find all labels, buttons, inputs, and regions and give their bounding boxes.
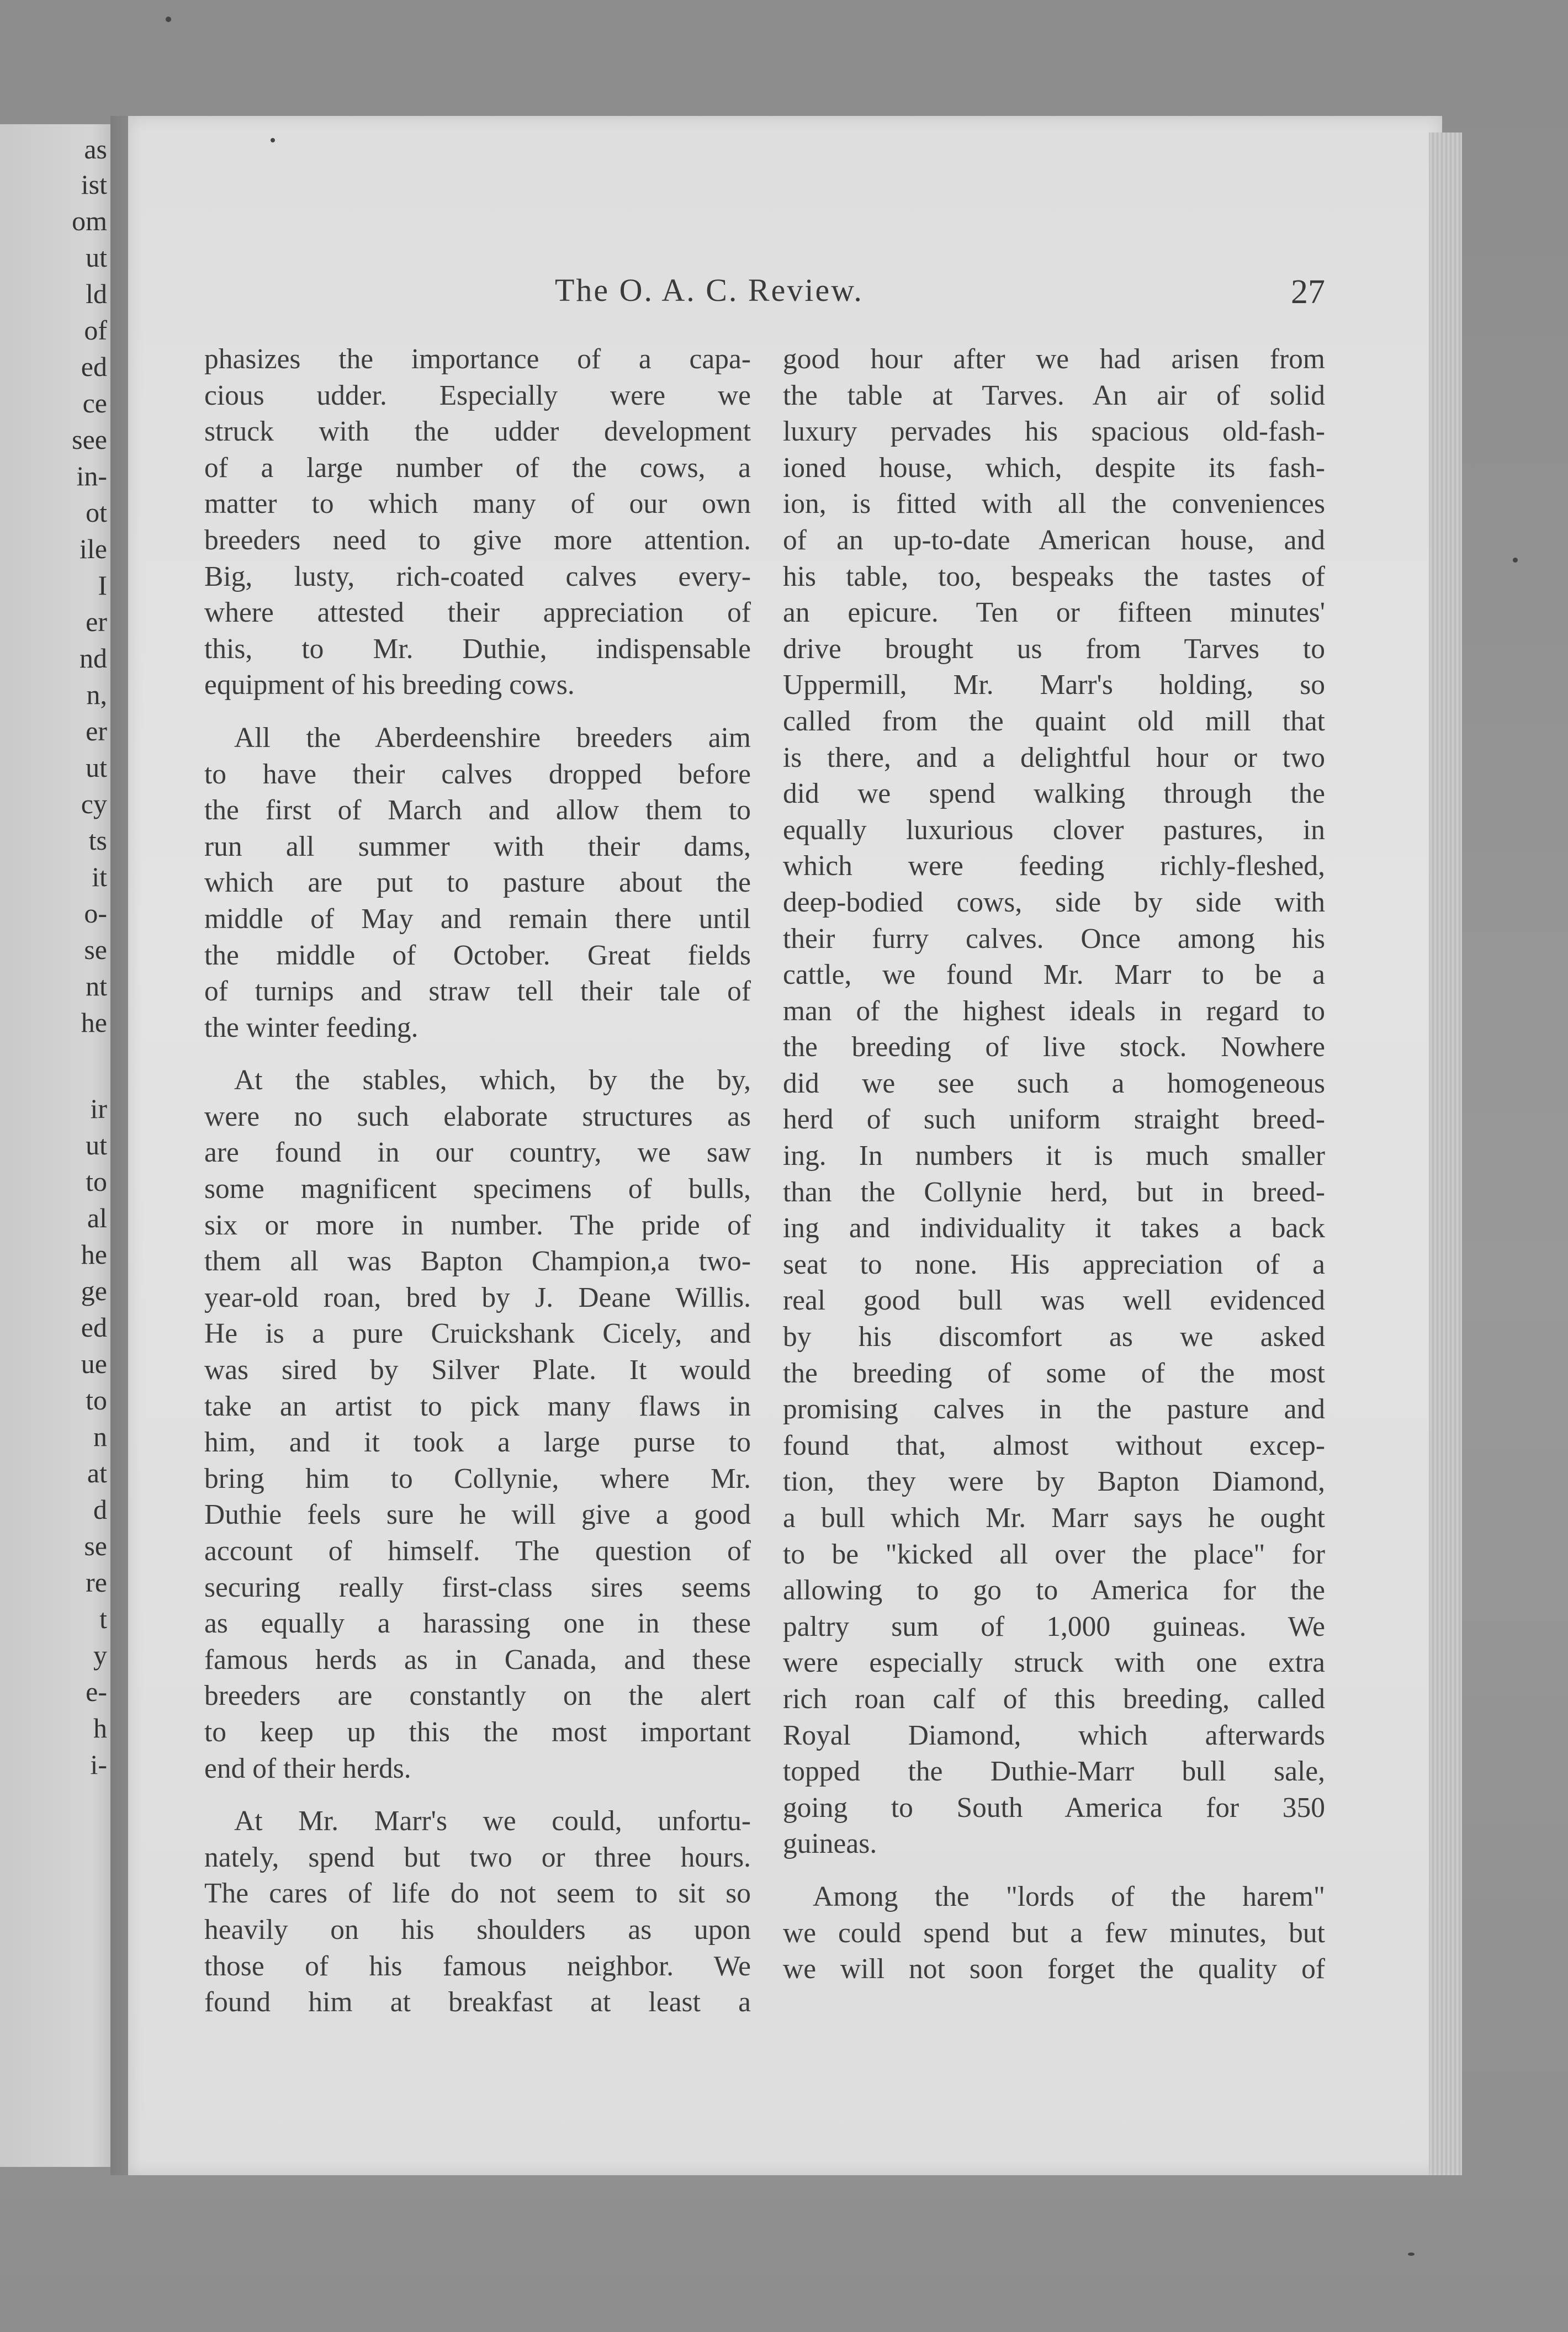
left-text-column — [204, 341, 751, 2021]
text-line: Uppermill, Mr. Marr's holding, so — [783, 669, 1325, 701]
text-line: nately, spend but two or three hours. — [204, 1841, 751, 1873]
dust-speck — [1513, 558, 1518, 563]
text-line: going to South America for 350 — [783, 1792, 1325, 1824]
left-page-text-fragment: nd — [80, 643, 107, 674]
text-line: called from the quaint old mill that — [783, 705, 1325, 737]
paragraph — [783, 1879, 1325, 1988]
text-line: At Mr. Marr's we could, unfortu- — [234, 1805, 751, 1837]
text-line: guineas. — [783, 1828, 877, 1860]
dust-speck — [166, 17, 171, 22]
text-line: by his discomfort as we asked — [783, 1321, 1325, 1353]
text-line: a bull which Mr. Marr says he ought — [783, 1502, 1325, 1534]
paragraph — [204, 720, 751, 1046]
left-page-text-fragment: se — [84, 934, 107, 965]
left-page-text-fragment: ed — [81, 351, 107, 382]
text-line: of turnips and straw tell their tale of — [204, 976, 751, 1008]
left-page-text-fragment: er — [86, 716, 107, 746]
text-line: tion, they were by Bapton Diamond, — [783, 1466, 1325, 1498]
text-line: to have their calves dropped before — [204, 758, 751, 790]
text-line: the winter feeding. — [204, 1011, 419, 1043]
text-line: breeders are constantly on the alert — [204, 1680, 751, 1712]
left-page-text-fragment: ile — [80, 533, 107, 564]
text-line: which are put to pasture about the — [204, 867, 751, 899]
left-page-text-fragment: as — [84, 134, 107, 165]
left-page-text-fragment: n — [93, 1421, 107, 1452]
left-page-text-fragment: at — [87, 1458, 107, 1488]
text-line: middle of May and remain there until — [204, 903, 751, 935]
text-line: run all summer with their dams, — [204, 830, 751, 862]
left-page-text-fragment: ut — [86, 752, 107, 783]
text-line: ion, is fitted with all the conveniences — [783, 488, 1325, 520]
text-line: The cares of life do not seem to sit so — [204, 1878, 751, 1910]
text-line: paltry sum of 1,000 guineas. We — [783, 1610, 1325, 1642]
text-line: found him at breakfast at least a — [204, 1986, 751, 2018]
left-page-text-fragment: he — [81, 1239, 107, 1270]
text-line: cious udder. Especially were we — [204, 379, 751, 411]
text-line: the table at Tarves. An air of solid — [783, 379, 1325, 411]
text-line: He is a pure Cruickshank Cicely, and — [204, 1318, 751, 1350]
left-page-text-fragment: ld — [86, 278, 107, 309]
adjacent-left-page — [0, 124, 115, 2167]
left-page-text-fragment: i- — [90, 1749, 107, 1780]
text-line: struck with the udder development — [204, 416, 751, 448]
left-page-text-fragment: e- — [86, 1676, 107, 1707]
left-page-text-fragment: n, — [86, 679, 107, 710]
left-page-text-fragment: ir — [90, 1093, 107, 1124]
text-line: than the Collynie herd, but in breed- — [783, 1176, 1325, 1208]
left-page-text-fragment: ce — [82, 388, 107, 418]
text-line: to keep up this the most important — [204, 1716, 751, 1748]
text-line: six or more in number. The pride of — [204, 1209, 751, 1241]
text-line: real good bull was well evidenced — [783, 1285, 1325, 1317]
text-line: did we see such a homogeneous — [783, 1067, 1325, 1099]
left-page-text-fragment: ge — [81, 1275, 107, 1306]
text-line: an epicure. Ten or fifteen minutes' — [783, 597, 1325, 629]
text-line: promising calves in the pasture and — [783, 1393, 1325, 1425]
text-line: end of their herds. — [204, 1752, 411, 1784]
left-page-text-fragment: ed — [81, 1312, 107, 1343]
left-page-text-fragment: ut — [86, 242, 107, 273]
left-page-text-fragment: t — [99, 1603, 107, 1634]
text-line: luxury pervades his spacious old-fash- — [783, 416, 1325, 448]
text-line: allowing to go to America for the — [783, 1575, 1325, 1607]
text-line: ing. In numbers it is much smaller — [783, 1140, 1325, 1172]
text-line: rich roan calf of this breeding, called — [783, 1683, 1325, 1715]
left-page-text-fragment: of — [84, 315, 107, 346]
paragraph — [204, 341, 751, 703]
text-line: which were feeding richly-fleshed, — [783, 850, 1325, 882]
left-page-text-fragment: ot — [86, 497, 107, 528]
text-line: equipment of his breeding cows. — [204, 669, 575, 701]
text-line: Duthie feels sure he will give a good — [204, 1499, 751, 1531]
dust-speck — [271, 138, 275, 142]
left-page-text-fragment: to — [86, 1385, 107, 1416]
left-page-text-fragment: see — [72, 424, 107, 455]
text-line: Among the "lords of the harem" — [813, 1880, 1325, 1912]
left-page-text-fragment: he — [81, 1007, 107, 1038]
text-line: man of the highest ideals in regard to — [783, 995, 1325, 1027]
text-line: those of his famous neighbor. We — [204, 1950, 751, 1982]
text-line: were no such elaborate structures as — [204, 1100, 751, 1132]
left-page-text-fragment: ut — [86, 1130, 107, 1160]
page-edge — [1429, 132, 1462, 2175]
text-line: of a large number of the cows, a — [204, 452, 751, 484]
text-line: account of himself. The question of — [204, 1535, 751, 1567]
text-line: is there, and a delightful hour or two — [783, 741, 1325, 773]
text-line: matter to which many of our own — [204, 488, 751, 520]
left-page-text-fragment: om — [72, 205, 107, 236]
text-line: ioned house, which, despite its fash- — [783, 452, 1325, 484]
left-page-text-fragment: ts — [88, 825, 107, 856]
left-page-text-fragment: in- — [76, 460, 107, 491]
text-line: famous herds as in Canada, and these — [204, 1644, 751, 1676]
text-line: was sired by Silver Plate. It would — [204, 1354, 751, 1386]
text-line: Royal Diamond, which afterwards — [783, 1719, 1325, 1751]
text-line: where attested their appreciation of — [204, 597, 751, 629]
left-page-text-fragment: nt — [86, 971, 107, 1001]
left-page-text-fragment: I — [98, 570, 107, 601]
text-line: cattle, we found Mr. Marr to be a — [783, 959, 1325, 991]
text-line: the breeding of live stock. Nowhere — [783, 1031, 1325, 1063]
left-page-text-fragment: ue — [81, 1348, 107, 1379]
text-line: some magnificent specimens of bulls, — [204, 1173, 751, 1205]
text-line: good hour after we had arisen from — [783, 343, 1325, 375]
text-line: take an artist to pick many flaws in — [204, 1390, 751, 1422]
text-line: seat to none. His appreciation of a — [783, 1248, 1325, 1280]
text-line: them all was Bapton Champion,a two- — [204, 1246, 751, 1278]
running-head: The O. A. C. Review. — [555, 272, 864, 308]
text-line: we will not soon forget the quality of — [783, 1953, 1325, 1985]
text-line: found that, almost without excep- — [783, 1429, 1325, 1461]
left-page-text-fragment: er — [86, 606, 107, 637]
paragraph — [783, 341, 1325, 1862]
text-line: At the stables, which, by the by, — [234, 1064, 751, 1096]
text-line: the middle of October. Great fields — [204, 939, 751, 971]
text-line: topped the Duthie-Marr bull sale, — [783, 1756, 1325, 1788]
text-line: their furry calves. Once among his — [783, 923, 1325, 955]
text-line: the first of March and allow them to — [204, 794, 751, 826]
text-line: did we spend walking through the — [783, 778, 1325, 810]
text-line: deep-bodied cows, side by side with — [783, 886, 1325, 918]
text-line: this, to Mr. Duthie, indispensable — [204, 633, 751, 665]
text-line: we could spend but a few minutes, but — [783, 1917, 1325, 1949]
text-line: All the Aberdeenshire breeders aim — [234, 722, 751, 754]
text-line: as equally a harassing one in these — [204, 1608, 751, 1640]
left-page-text-fragment: y — [93, 1640, 107, 1671]
text-line: heavily on his shoulders as upon — [204, 1914, 751, 1946]
right-text-column — [783, 341, 1325, 1988]
text-line: equally luxurious clover pastures, in — [783, 814, 1325, 846]
left-page-text-fragment: re — [86, 1567, 107, 1598]
text-line: him, and it took a large purse to — [204, 1427, 751, 1459]
text-line: ing and individuality it takes a back — [783, 1212, 1325, 1244]
left-page-text-fragment: al — [87, 1202, 107, 1233]
text-line: year-old roan, bred by J. Deane Willis. — [204, 1281, 751, 1313]
left-page-text-fragment: ist — [81, 169, 107, 200]
left-page-text-fragment: to — [86, 1166, 107, 1197]
text-line: the breeding of some of the most — [783, 1357, 1325, 1389]
text-line: are found in our country, we saw — [204, 1137, 751, 1169]
page-number: 27 — [1291, 273, 1325, 311]
dust-speck — [1408, 2252, 1415, 2256]
paragraph — [204, 1062, 751, 1787]
left-page-text-fragment: h — [93, 1713, 107, 1743]
left-page-text-fragment: it — [92, 861, 107, 892]
text-line: his table, too, bespeaks the tastes of — [783, 560, 1325, 592]
left-page-text-fragment: d — [93, 1494, 107, 1525]
left-page-text-fragment: se — [84, 1530, 107, 1561]
paragraph — [204, 1803, 751, 2021]
text-line: drive brought us from Tarves to — [783, 633, 1325, 665]
text-line: securing really first-class sires seems — [204, 1571, 751, 1603]
text-line: breeders need to give more attention. — [204, 524, 751, 556]
left-page-text-fragment: o- — [84, 898, 107, 929]
left-page-text-fragment: cy — [81, 788, 107, 819]
text-line: Big, lusty, rich-coated calves every- — [204, 560, 751, 592]
text-line: herd of such uniform straight breed- — [783, 1104, 1325, 1136]
text-line: of an up-to-date American house, and — [783, 524, 1325, 556]
text-line: bring him to Collynie, where Mr. — [204, 1462, 751, 1494]
text-line: phasizes the importance of a capa- — [204, 343, 751, 375]
text-line: to be "kicked all over the place" for — [783, 1538, 1325, 1570]
text-line: were especially struck with one extra — [783, 1647, 1325, 1679]
